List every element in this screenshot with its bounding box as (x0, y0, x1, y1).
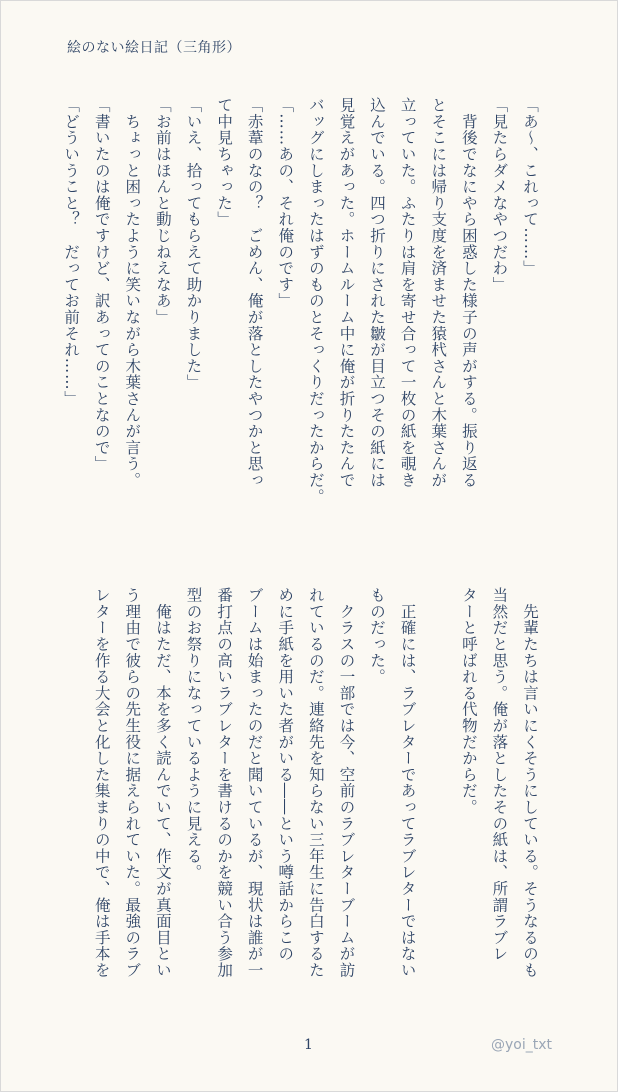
text-line: 「赤葦のなの？ ごめん、俺が落としたやつかと思っ (245, 97, 264, 489)
text-line: 先輩たちは言いにくそうにしている。そうなるのも (521, 587, 539, 979)
text-line: クラスの一部では今、空前のラブレターブームが訪 (337, 587, 356, 979)
text-line: 当然だと思う。俺が落としたその紙は、所謂ラブレ (490, 587, 509, 962)
page-number: 1 (304, 1037, 313, 1053)
text-line: とそこには帰り支度を済ませた猿杙さんと木葉さんが (429, 97, 448, 489)
text-line: 「お前はほんと動じねえなあ」 (153, 97, 172, 326)
text-line: ものだった。 (368, 587, 387, 685)
text-block-top (40, 97, 545, 515)
text-line: 正確には、ラブレターであってラブレターではない (398, 587, 417, 979)
text-line: ちょっと困ったように笑いながら木葉さんが言う。 (123, 97, 142, 489)
text-line: う理由で彼らの先生役に据えられていた。最強のラブ (123, 587, 142, 979)
text-line: 立っていた。ふたりは肩を寄せ合って一枚の紙を覗き (398, 97, 417, 489)
text-block-bottom (40, 587, 545, 1013)
text-line: 型のお祭りになっているように見える。 (184, 587, 203, 881)
page-title: 絵のない絵日記（三角形） (67, 40, 241, 56)
text-line: 「見たらダメなやつだわ」 (490, 97, 509, 293)
text-line: 「あ〜、これって……」 (521, 97, 539, 277)
text-line: 「書いたのは俺ですけど、訳あってのことなので」 (92, 97, 111, 472)
text-line: 込んでいる。四つ折りにされた皺が目立つその紙には (368, 97, 387, 489)
text-line: て中見ちゃった」 (215, 97, 234, 228)
text-line: バッグにしまったはずのものとそっくりだったからだ。 (306, 97, 325, 505)
text-line: 背後でなにやら困惑した様子の声がする。振り返る (459, 97, 478, 489)
text-line: 見覚えがあった。ホームルーム中に俺が折りたたんで (337, 97, 356, 489)
text-line (423, 587, 454, 1013)
text-line: 「……あの、それ俺のです」 (276, 97, 295, 309)
text-line: 俺はただ、本を多く読んでいて、作文が真面目とい (153, 587, 172, 979)
text-line: めに手紙を用いた者がいる――という噂話からこの (276, 587, 295, 962)
text-line: 「どういうこと？ だってお前それ……」 (62, 97, 81, 407)
text-line: れているのだ。連絡先を知らない三年生に告白するた (306, 587, 325, 979)
text-line: 「いえ、拾ってもらえて助かりました」 (184, 97, 203, 391)
text-line: ブームは始まったのだと聞いているが、現状は誰が一 (245, 587, 264, 979)
author-handle: @yoi_txt (491, 1037, 553, 1053)
text-line: 番打点の高いラブレターを書けるのかを競い合う参加 (215, 587, 234, 979)
text-line: ターと呼ばれる代物だからだ。 (459, 587, 478, 816)
text-line: レターを作る大会と化した集まりの中で、俺は手本を (92, 587, 111, 979)
